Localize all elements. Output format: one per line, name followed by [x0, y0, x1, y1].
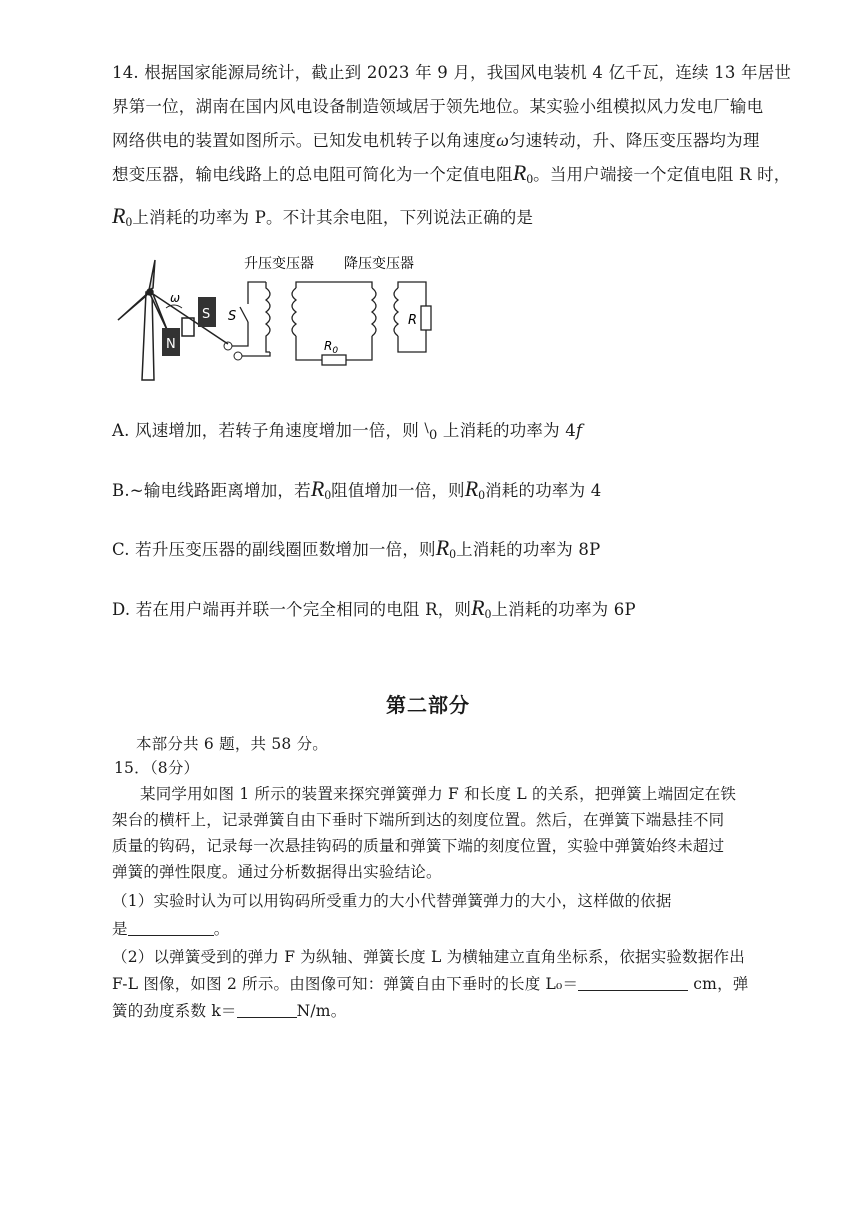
r-load-label: R [408, 313, 418, 328]
q15-sub-1: （1）实验时认为可以用钩码所受重力的大小代替弹簧弹力的大小，这样做的依据 [112, 892, 672, 910]
answer-blank-k[interactable] [237, 1003, 297, 1018]
q15-para-2: 架台的横杆上，记录弹簧自由下垂时下端所到达的刻度位置。然后，在弹簧下端悬挂不同 [112, 811, 725, 829]
switch-icon [240, 307, 248, 322]
option-a: A. 风速增加，若转子角速度增加一倍，则 \$_0$ 上消耗的功率为 4f [112, 421, 583, 443]
q14-line-4a: 想变压器，输电线路上的总电阻可简化为一个定值电阻 [112, 165, 513, 184]
r0-symbol: $R_0$ [464, 476, 486, 502]
part-2-title: 第二部分 [386, 693, 470, 717]
step-down-label: 降压变压器 [344, 256, 414, 272]
resistor-r-icon [421, 306, 431, 330]
q14-line-5 [112, 203, 533, 230]
q14-line-3b: 匀速转动，升、降压变压器均为理 [509, 131, 760, 150]
option-b: B.~输电线路距离增加，若$R_0$阻值增加一倍，则$R_0$消耗的功率为 4 [112, 476, 602, 502]
q14-line-4 [112, 160, 790, 187]
answer-blank-l0[interactable] [578, 976, 688, 991]
q15-sub-1-answer: 是 。 [112, 920, 230, 938]
circuit-diagram [108, 252, 448, 382]
r0-label: $R_0$ [324, 339, 339, 356]
omega-label: ω [170, 291, 181, 305]
switch-label: S [228, 309, 237, 324]
magnet-n-label: N [166, 337, 176, 352]
part-2-intro: 本部分共 6 题，共 58 分。 [136, 735, 328, 753]
q15-para-1: 某同学用如图 1 所示的装置来探究弹簧弹力 F 和长度 L 的关系，把弹簧上端固定在铁 [140, 785, 737, 803]
q15-heading: 15．（8分） [114, 759, 200, 777]
option-c: C. 若升压变压器的副线圈匝数增加一倍，则$R_0$上消耗的功率为 8P [112, 535, 601, 561]
q14-line-2: 界第一位，湖南在国内风电设备制造领域居于领先地位。某实验小组模拟风力发电厂输电 [112, 97, 764, 116]
omega-symbol: ω [496, 130, 510, 150]
q15-sub-2-line-2: F-L 图像，如图 2 所示。由图像可知：弹簧自由下垂时的长度 L₀＝ cm，弹 [112, 975, 749, 993]
r0-symbol: $R_0$ [435, 535, 457, 561]
magnet-s-label: S [202, 307, 211, 322]
option-d: D. 若在用户端再并联一个完全相同的电阻 R，则$R_0$上消耗的功率为 6P [112, 595, 636, 621]
q14-line-5b: 上消耗的功率为 P。不计其余电阻，下列说法正确的是 [132, 208, 534, 227]
r0-symbol: $R_0$ [512, 160, 534, 186]
q14-line-4b: 。当用户端接一个定值电阻 R 时， [533, 165, 791, 184]
step-up-label: 升压变压器 [244, 256, 314, 272]
q15-sub-2-line-3: 簧的劲度系数 k＝ N/m。 [112, 1002, 347, 1020]
q14-line-1: 14. 根据国家能源局统计，截止到 2023 年 9 月，我国风电装机 4 亿千瓦，连续 13 年居世 [112, 63, 792, 82]
q14-line-3 [112, 127, 760, 151]
r0-symbol: $R_0$ [112, 203, 133, 229]
q15-para-4: 弹簧的弹性限度。通过分析数据得出实验结论。 [112, 863, 442, 881]
q15-sub-2: （2）以弹簧受到的弹力 F 为纵轴、弹簧长度 L 为横轴建立直角坐标系，依据实验数据作出 [112, 948, 745, 966]
answer-blank-1[interactable] [128, 921, 214, 936]
q14-line-3a: 网络供电的装置如图所示。已知发电机转子以角速度 [112, 131, 497, 150]
r0-symbol: $R_0$ [471, 595, 492, 621]
resistor-r0-icon [322, 355, 346, 365]
r0-symbol: $R_0$ [310, 476, 332, 502]
q15-para-3: 质量的钩码，记录每一次悬挂钩码的质量和弹簧下端的刻度位置，实验中弹簧始终未超过 [112, 837, 725, 855]
slip-ring-icon [234, 352, 242, 360]
